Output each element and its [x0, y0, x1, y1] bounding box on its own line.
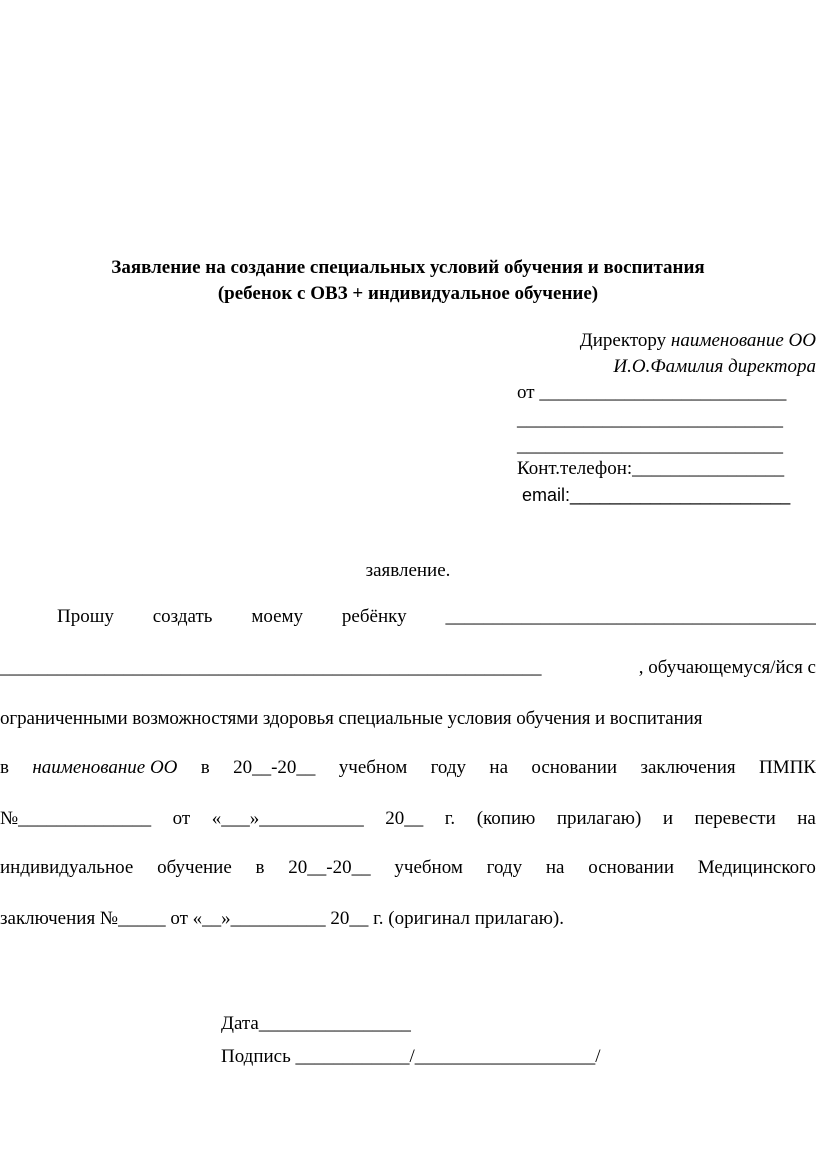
- document-title: Заявление на создание специальных условий обучения и воспитания: [111, 257, 705, 278]
- document-subtitle: (ребенок с ОВЗ + индивидуальное обучение): [217, 283, 599, 304]
- word: учебном: [394, 857, 463, 878]
- word: (копию: [476, 808, 536, 829]
- word: моему: [251, 606, 304, 627]
- word: учебном: [338, 757, 408, 778]
- word: и: [662, 808, 674, 829]
- word: ребёнку: [341, 606, 407, 627]
- word: заключения: [640, 757, 736, 778]
- word: Прошу: [57, 606, 114, 627]
- body-line-5: [0, 806, 816, 832]
- word: создать: [152, 606, 213, 627]
- child-name-blank-cont: _________________________________________________________: [0, 657, 542, 678]
- from-blank: __________________________: [539, 382, 787, 403]
- school-year-blank: 20__-20__: [288, 857, 371, 878]
- org-name: наименование ОО: [32, 757, 178, 778]
- word: ПМПК: [758, 757, 816, 778]
- word: на: [489, 757, 509, 778]
- word: от: [172, 808, 191, 829]
- word: , обучающемуся/йся с: [638, 657, 816, 678]
- word: индивидуальное: [0, 857, 134, 878]
- body-line-1: [0, 604, 816, 630]
- word: году: [486, 857, 523, 878]
- word: в: [200, 757, 210, 778]
- school-year-blank: 20__-20__: [233, 757, 316, 778]
- body-line-4: [0, 755, 816, 781]
- child-name-blank: _______________________________________: [445, 606, 816, 627]
- applicant-blank-2: ____________________________: [517, 435, 783, 456]
- applicant-blank-1: ____________________________: [517, 409, 783, 430]
- director-org: наименование ОО: [670, 330, 816, 351]
- contact-phone: Конт.телефон:________________: [517, 458, 785, 479]
- body-line-3: [0, 706, 816, 732]
- contact-email: email:______________________: [522, 485, 791, 505]
- pmpk-number-blank: №______________: [0, 808, 152, 829]
- word: г.: [444, 808, 456, 829]
- document-type: заявление.: [365, 560, 451, 581]
- word: основании: [588, 857, 674, 878]
- word: на: [797, 808, 816, 829]
- body-line-6: [0, 855, 816, 881]
- word: в: [0, 757, 9, 778]
- director-label: Директору: [579, 330, 671, 351]
- signature-field: Подпись ____________/___________________/: [221, 1046, 601, 1067]
- word: в: [255, 857, 265, 878]
- word: Медицинского: [697, 857, 816, 878]
- word: году: [430, 757, 467, 778]
- director-name: И.О.Фамилия директора: [613, 356, 816, 377]
- word: обучение: [157, 857, 232, 878]
- body-text: ограниченными возможностями здоровья специальные условия обучения и воспитания: [0, 708, 703, 729]
- body-line-7: заключения №_____ от «__»__________ 20__ г. (оригинал прилагаю).: [0, 908, 564, 929]
- word: прилагаю): [556, 808, 642, 829]
- word: перевести: [694, 808, 776, 829]
- year-blank: 20__: [385, 808, 424, 829]
- from-label: от: [517, 382, 540, 403]
- body-line-2: [0, 655, 816, 681]
- word: основании: [531, 757, 618, 778]
- word: на: [545, 857, 565, 878]
- addressee-director: [580, 328, 816, 354]
- date-field: Дата________________: [221, 1013, 411, 1034]
- date-blank: «___»___________: [211, 808, 364, 829]
- from-line: [517, 380, 786, 406]
